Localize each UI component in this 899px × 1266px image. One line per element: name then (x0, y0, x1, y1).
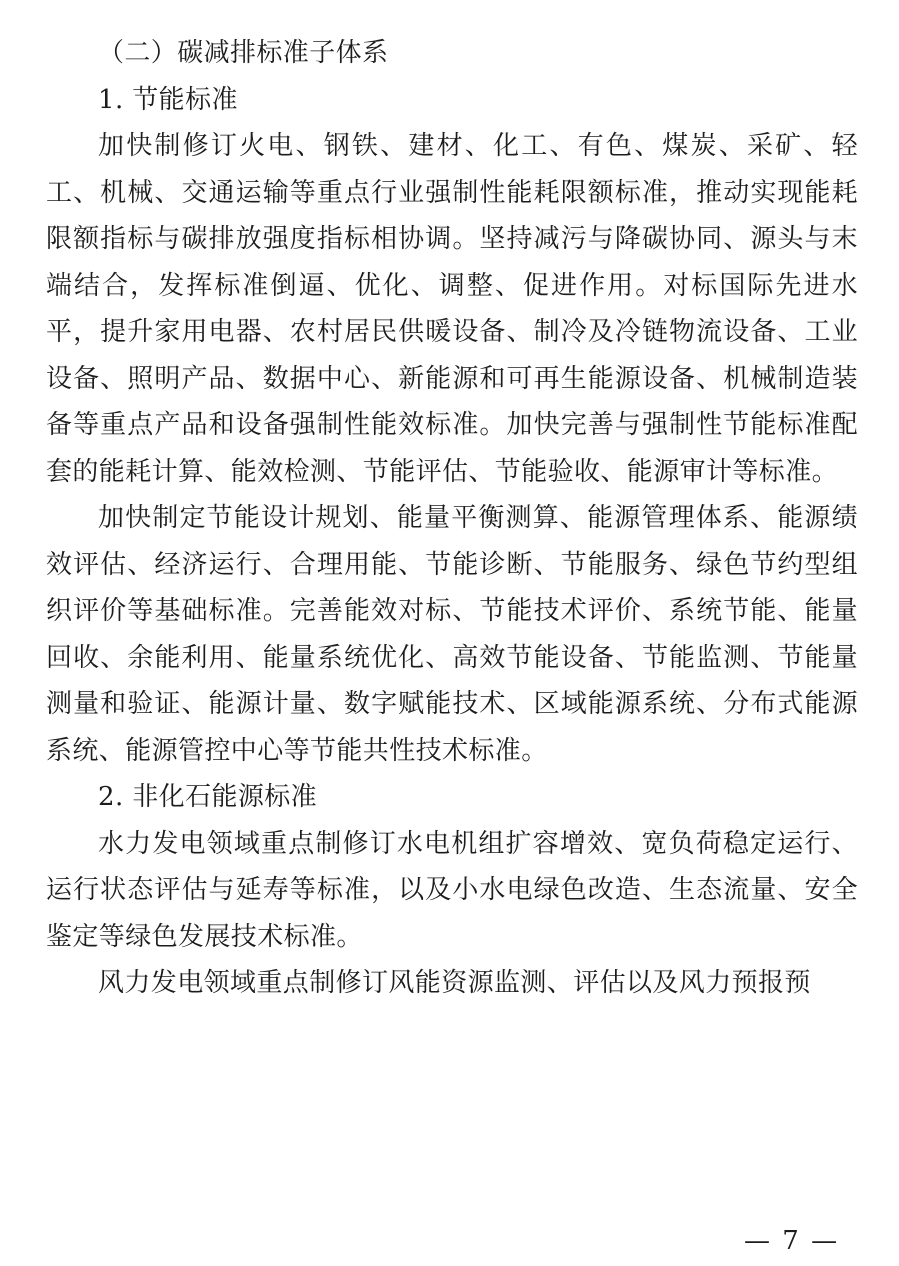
page-number: — 7 — (744, 1226, 840, 1256)
document-body (46, 30, 858, 1007)
subsection-heading-energy-saving: 1. 节能标准 (98, 84, 238, 115)
paragraph: 风力发电领域重点制修订风能资源监测、评估以及风力预报预 (98, 968, 811, 998)
section-title: （二）碳减排标准子体系 (98, 38, 389, 68)
paragraph: 加快制修订火电、钢铁、建材、化工、有色、煤炭、采矿、轻工、机械、交通运输等重点行业强制性能耗限额标准，推动实现能耗限额指标与碳排放强度指标相协调。坚持减污与降碳协同、源头与末端结合，发挥标准倒逼、优化、调整、促进作用。对标国际先进水平，提升家用电器、农村居民供暖设备、制冷及冷链物流设备、工业设备、照明产品、数据中心、新能源和可再生能源设备、机械制造装备等重点产品和设备强制性能效标准。加快完善与强制性节能标准配套的能耗计算、能效检测、节能评估、节能验收、能源审计等标准。 (46, 131, 858, 487)
subsection-heading-non-fossil-energy: 2. 非化石能源标准 (98, 782, 318, 812)
paragraph: 水力发电领域重点制修订水电机组扩容增效、宽负荷稳定运行、运行状态评估与延寿等标准，以及小水电绿色改造、生态流量、安全鉴定等绿色发展技术标准。 (46, 828, 858, 952)
paragraph: 加快制定节能设计规划、能量平衡测算、能源管理体系、能源绩效评估、经济运行、合理用能、节能诊断、节能服务、绿色节约型组织评价等基础标准。完善能效对标、节能技术评价、系统节能、能量回收、余能利用、能量系统优化、高效节能设备、节能监测、节能量测量和验证、能源计量、数字赋能技术、区域能源系统、分布式能源系统、能源管控中心等节能共性技术标准。 (46, 503, 858, 766)
